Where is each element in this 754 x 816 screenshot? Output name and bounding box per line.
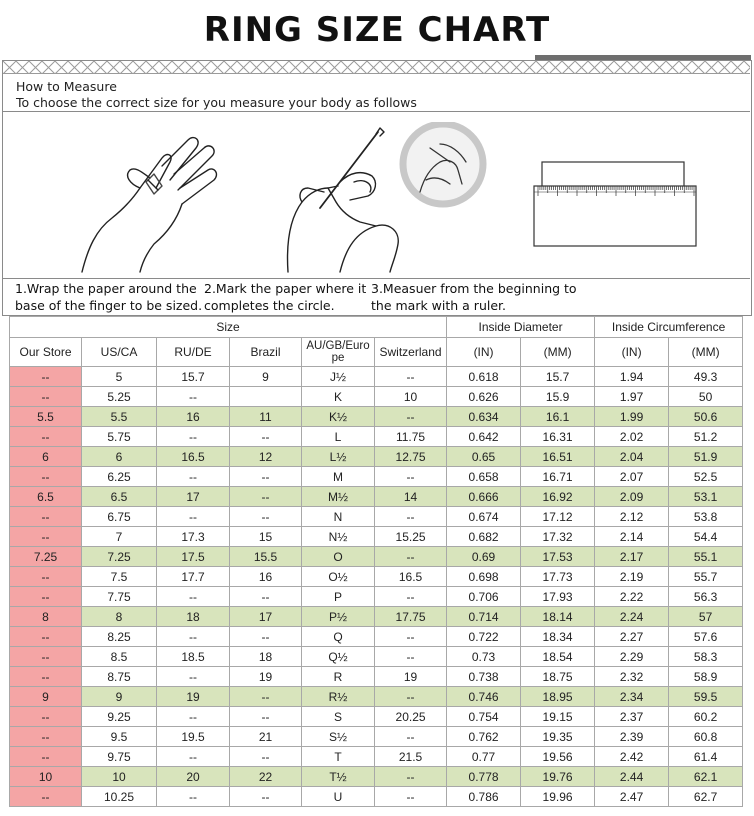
cell-us-ca: 7.25: [82, 547, 157, 567]
cell-diameter-mm: 17.12: [521, 507, 595, 527]
cell-switzerland: --: [375, 627, 447, 647]
cell-au-gb-europe: Q½: [302, 647, 375, 667]
cell-us-ca: 8.75: [82, 667, 157, 687]
column-header-ru-de: RU/DE: [157, 338, 230, 367]
column-header-au-gb-europe: [302, 338, 375, 367]
table-row: [10, 667, 743, 687]
cell-circumference-mm: 53.8: [669, 507, 743, 527]
column-header-brazil: Brazil: [230, 338, 302, 367]
table-row: [10, 627, 743, 647]
cell-diameter-mm: 16.51: [521, 447, 595, 467]
cell-diameter-mm: 19.15: [521, 707, 595, 727]
cell-circumference-in: 2.37: [595, 707, 669, 727]
cell-diameter-mm: 17.93: [521, 587, 595, 607]
cell-us-ca: 7.75: [82, 587, 157, 607]
cell-circumference-in: 2.22: [595, 587, 669, 607]
cell-ru-de: 16: [157, 407, 230, 427]
cell-our-store: --: [10, 527, 82, 547]
table-row: [10, 367, 743, 387]
cell-circumference-in: 2.17: [595, 547, 669, 567]
cell-diameter-in: 0.642: [447, 427, 521, 447]
cell-circumference-in: 2.27: [595, 627, 669, 647]
cell-switzerland: --: [375, 507, 447, 527]
cell-diameter-mm: 16.71: [521, 467, 595, 487]
cell-our-store: --: [10, 667, 82, 687]
cell-au-gb-europe: P½: [302, 607, 375, 627]
cell-switzerland: --: [375, 467, 447, 487]
cell-brazil: 17: [230, 607, 302, 627]
ring-size-table: [9, 316, 743, 807]
inside-diameter-group-header: Inside Diameter: [447, 317, 595, 338]
cell-our-store: --: [10, 427, 82, 447]
step-3-text: [371, 280, 577, 314]
cell-diameter-in: 0.778: [447, 767, 521, 787]
cell-us-ca: 6.75: [82, 507, 157, 527]
cell-circumference-mm: 61.4: [669, 747, 743, 767]
step-3-line-2: the mark with a ruler.: [371, 298, 506, 313]
cell-our-store: --: [10, 367, 82, 387]
cell-switzerland: --: [375, 367, 447, 387]
cell-au-gb-europe: J½: [302, 367, 375, 387]
cell-brazil: 15.5: [230, 547, 302, 567]
cell-our-store: --: [10, 587, 82, 607]
cell-switzerland: 15.25: [375, 527, 447, 547]
table-row: [10, 387, 743, 407]
cell-our-store: 7.25: [10, 547, 82, 567]
cell-brazil: --: [230, 487, 302, 507]
cell-us-ca: 10.25: [82, 787, 157, 807]
cell-diameter-mm: 16.31: [521, 427, 595, 447]
cell-us-ca: 10: [82, 767, 157, 787]
au-header-line-2: pe: [331, 352, 345, 364]
cell-switzerland: --: [375, 587, 447, 607]
divider: [2, 111, 750, 112]
cell-circumference-in: 2.34: [595, 687, 669, 707]
cell-brazil: --: [230, 747, 302, 767]
cell-ru-de: 17.3: [157, 527, 230, 547]
cell-diameter-mm: 17.32: [521, 527, 595, 547]
cell-circumference-mm: 50: [669, 387, 743, 407]
step-2-text: [204, 280, 366, 314]
cell-diameter-mm: 18.34: [521, 627, 595, 647]
cell-our-store: --: [10, 627, 82, 647]
au-header-line-1: AU/GB/Euro: [306, 340, 370, 352]
cell-switzerland: 16.5: [375, 567, 447, 587]
table-body: [10, 367, 743, 807]
cell-brazil: --: [230, 687, 302, 707]
cell-us-ca: 5.75: [82, 427, 157, 447]
cell-circumference-mm: 49.3: [669, 367, 743, 387]
cell-brazil: 11: [230, 407, 302, 427]
cell-circumference-mm: 54.4: [669, 527, 743, 547]
table-row: [10, 607, 743, 627]
cell-diameter-in: 0.754: [447, 707, 521, 727]
cell-diameter-in: 0.674: [447, 507, 521, 527]
table-group-header-row: [10, 317, 743, 338]
cell-diameter-in: 0.77: [447, 747, 521, 767]
cell-circumference-in: 2.24: [595, 607, 669, 627]
cell-diameter-mm: 15.7: [521, 367, 595, 387]
cell-switzerland: 11.75: [375, 427, 447, 447]
cell-ru-de: 17: [157, 487, 230, 507]
cell-circumference-mm: 57: [669, 607, 743, 627]
cell-switzerland: 10: [375, 387, 447, 407]
column-header-us-ca: US/CA: [82, 338, 157, 367]
table-row: [10, 687, 743, 707]
cell-circumference-mm: 57.6: [669, 627, 743, 647]
cell-circumference-in: 2.07: [595, 467, 669, 487]
cell-circumference-mm: 58.3: [669, 647, 743, 667]
cell-ru-de: --: [157, 387, 230, 407]
cell-switzerland: 20.25: [375, 707, 447, 727]
cell-ru-de: --: [157, 467, 230, 487]
cell-au-gb-europe: Q: [302, 627, 375, 647]
cell-diameter-in: 0.65: [447, 447, 521, 467]
cell-au-gb-europe: K: [302, 387, 375, 407]
cell-our-store: --: [10, 787, 82, 807]
cell-au-gb-europe: R: [302, 667, 375, 687]
cell-diameter-mm: 17.53: [521, 547, 595, 567]
cell-circumference-mm: 62.7: [669, 787, 743, 807]
cell-circumference-in: 2.39: [595, 727, 669, 747]
cell-ru-de: --: [157, 747, 230, 767]
cell-diameter-mm: 18.75: [521, 667, 595, 687]
cell-diameter-in: 0.626: [447, 387, 521, 407]
cell-switzerland: --: [375, 787, 447, 807]
cell-our-store: --: [10, 467, 82, 487]
cell-circumference-mm: 55.1: [669, 547, 743, 567]
cell-circumference-in: 2.14: [595, 527, 669, 547]
cell-ru-de: --: [157, 507, 230, 527]
cell-us-ca: 5.25: [82, 387, 157, 407]
cell-circumference-in: 1.99: [595, 407, 669, 427]
cell-diameter-in: 0.73: [447, 647, 521, 667]
cell-brazil: 18: [230, 647, 302, 667]
cell-brazil: --: [230, 587, 302, 607]
cell-our-store: 6: [10, 447, 82, 467]
cell-au-gb-europe: R½: [302, 687, 375, 707]
cell-circumference-mm: 60.8: [669, 727, 743, 747]
cell-brazil: [230, 387, 302, 407]
cell-diameter-in: 0.746: [447, 687, 521, 707]
table-row: [10, 487, 743, 507]
cell-diameter-mm: 18.54: [521, 647, 595, 667]
cell-diameter-in: 0.682: [447, 527, 521, 547]
table-row: [10, 647, 743, 667]
cell-circumference-in: 2.29: [595, 647, 669, 667]
cell-us-ca: 9: [82, 687, 157, 707]
table-column-header-row: [10, 338, 743, 367]
cell-au-gb-europe: N½: [302, 527, 375, 547]
cell-brazil: --: [230, 787, 302, 807]
cell-brazil: --: [230, 707, 302, 727]
cell-diameter-in: 0.618: [447, 367, 521, 387]
cell-circumference-in: 1.94: [595, 367, 669, 387]
cell-ru-de: 19: [157, 687, 230, 707]
cell-diameter-mm: 19.76: [521, 767, 595, 787]
cell-au-gb-europe: M½: [302, 487, 375, 507]
cell-switzerland: --: [375, 727, 447, 747]
cell-us-ca: 6.25: [82, 467, 157, 487]
cell-switzerland: --: [375, 687, 447, 707]
cell-diameter-in: 0.722: [447, 627, 521, 647]
cell-switzerland: --: [375, 767, 447, 787]
cell-our-store: 10: [10, 767, 82, 787]
step-2-line-2: completes the circle.: [204, 298, 335, 313]
cell-us-ca: 9.25: [82, 707, 157, 727]
cell-circumference-mm: 52.5: [669, 467, 743, 487]
cell-us-ca: 8: [82, 607, 157, 627]
cell-brazil: 9: [230, 367, 302, 387]
marking-illustration: [280, 122, 495, 277]
how-to-subtitle: To choose the correct size for you measure your body as follows: [16, 95, 417, 110]
table-row: [10, 747, 743, 767]
cell-brazil: 12: [230, 447, 302, 467]
cell-us-ca: 9.5: [82, 727, 157, 747]
cell-circumference-in: 2.42: [595, 747, 669, 767]
cell-diameter-in: 0.666: [447, 487, 521, 507]
table-row: [10, 727, 743, 747]
cell-ru-de: --: [157, 707, 230, 727]
table-row: [10, 767, 743, 787]
cell-circumference-mm: 56.3: [669, 587, 743, 607]
cell-au-gb-europe: T½: [302, 767, 375, 787]
cell-ru-de: --: [157, 427, 230, 447]
hand-illustration: [70, 130, 230, 275]
table-row: [10, 527, 743, 547]
cell-us-ca: 7.5: [82, 567, 157, 587]
cell-ru-de: 17.5: [157, 547, 230, 567]
cell-us-ca: 8.5: [82, 647, 157, 667]
column-header-diameter-mm: (MM): [521, 338, 595, 367]
cell-switzerland: --: [375, 647, 447, 667]
cell-diameter-in: 0.634: [447, 407, 521, 427]
cell-au-gb-europe: S: [302, 707, 375, 727]
cell-our-store: --: [10, 707, 82, 727]
cell-ru-de: --: [157, 787, 230, 807]
cell-brazil: 21: [230, 727, 302, 747]
cell-circumference-mm: 55.7: [669, 567, 743, 587]
cell-circumference-mm: 53.1: [669, 487, 743, 507]
table-row: [10, 407, 743, 427]
cell-us-ca: 9.75: [82, 747, 157, 767]
cell-our-store: --: [10, 387, 82, 407]
inside-circumference-group-header: Inside Circumference: [595, 317, 743, 338]
column-header-switzerland: Switzerland: [375, 338, 447, 367]
cell-circumference-mm: 59.5: [669, 687, 743, 707]
cell-au-gb-europe: O: [302, 547, 375, 567]
cell-ru-de: --: [157, 667, 230, 687]
step-3-line-1: 3.Measuer from the beginning to: [371, 281, 577, 296]
table-row: [10, 427, 743, 447]
cell-brazil: 16: [230, 567, 302, 587]
step-1-text: [15, 280, 202, 314]
table-row: [10, 467, 743, 487]
step-2-line-1: 2.Mark the paper where it: [204, 281, 367, 296]
cell-ru-de: 16.5: [157, 447, 230, 467]
cell-circumference-mm: 51.2: [669, 427, 743, 447]
divider: [2, 278, 750, 279]
cell-diameter-in: 0.762: [447, 727, 521, 747]
cell-au-gb-europe: K½: [302, 407, 375, 427]
decorative-lattice-border: [3, 61, 750, 74]
table-row: [10, 567, 743, 587]
cell-us-ca: 8.25: [82, 627, 157, 647]
cell-circumference-mm: 62.1: [669, 767, 743, 787]
cell-our-store: --: [10, 507, 82, 527]
cell-circumference-in: 2.04: [595, 447, 669, 467]
cell-our-store: 6.5: [10, 487, 82, 507]
column-header-our-store: Our Store: [10, 338, 82, 367]
cell-switzerland: 12.75: [375, 447, 447, 467]
cell-circumference-in: 1.97: [595, 387, 669, 407]
cell-circumference-mm: 51.9: [669, 447, 743, 467]
cell-circumference-mm: 58.9: [669, 667, 743, 687]
how-to-heading: How to Measure: [16, 79, 117, 94]
cell-au-gb-europe: M: [302, 467, 375, 487]
cell-diameter-in: 0.698: [447, 567, 521, 587]
step-1-line-1: 1.Wrap the paper around the: [15, 281, 197, 296]
cell-us-ca: 5: [82, 367, 157, 387]
cell-circumference-in: 2.32: [595, 667, 669, 687]
cell-circumference-mm: 60.2: [669, 707, 743, 727]
cell-diameter-in: 0.658: [447, 467, 521, 487]
cell-brazil: 15: [230, 527, 302, 547]
cell-diameter-mm: 17.73: [521, 567, 595, 587]
cell-our-store: 8: [10, 607, 82, 627]
cell-circumference-in: 2.12: [595, 507, 669, 527]
cell-brazil: 22: [230, 767, 302, 787]
page-title: RING SIZE CHART: [203, 10, 551, 50]
size-group-header: Size: [10, 317, 447, 338]
cell-brazil: --: [230, 467, 302, 487]
cell-circumference-mm: 50.6: [669, 407, 743, 427]
cell-ru-de: 17.7: [157, 567, 230, 587]
cell-ru-de: 19.5: [157, 727, 230, 747]
cell-diameter-mm: 15.9: [521, 387, 595, 407]
cell-au-gb-europe: P: [302, 587, 375, 607]
cell-diameter-mm: 19.96: [521, 787, 595, 807]
cell-switzerland: --: [375, 407, 447, 427]
cell-circumference-in: 2.44: [595, 767, 669, 787]
cell-diameter-mm: 19.35: [521, 727, 595, 747]
cell-us-ca: 5.5: [82, 407, 157, 427]
cell-switzerland: 19: [375, 667, 447, 687]
cell-our-store: --: [10, 747, 82, 767]
cell-switzerland: 14: [375, 487, 447, 507]
cell-diameter-mm: 16.92: [521, 487, 595, 507]
table-row: [10, 547, 743, 567]
cell-our-store: --: [10, 647, 82, 667]
cell-our-store: --: [10, 567, 82, 587]
cell-brazil: --: [230, 427, 302, 447]
cell-ru-de: 20: [157, 767, 230, 787]
cell-diameter-in: 0.714: [447, 607, 521, 627]
cell-brazil: --: [230, 627, 302, 647]
cell-us-ca: 6: [82, 447, 157, 467]
cell-ru-de: 15.7: [157, 367, 230, 387]
cell-diameter-mm: 19.56: [521, 747, 595, 767]
cell-circumference-in: 2.09: [595, 487, 669, 507]
cell-diameter-in: 0.706: [447, 587, 521, 607]
cell-ru-de: 18.5: [157, 647, 230, 667]
cell-brazil: 19: [230, 667, 302, 687]
table-row: [10, 507, 743, 527]
cell-our-store: --: [10, 727, 82, 747]
cell-diameter-mm: 18.14: [521, 607, 595, 627]
cell-diameter-in: 0.738: [447, 667, 521, 687]
column-header-diameter-in: (IN): [447, 338, 521, 367]
cell-diameter-in: 0.786: [447, 787, 521, 807]
column-header-circumference-mm: (MM): [669, 338, 743, 367]
table-row: [10, 787, 743, 807]
step-1-line-2: base of the finger to be sized.: [15, 298, 203, 313]
cell-us-ca: 7: [82, 527, 157, 547]
cell-au-gb-europe: L: [302, 427, 375, 447]
cell-ru-de: 18: [157, 607, 230, 627]
cell-switzerland: 17.75: [375, 607, 447, 627]
cell-diameter-mm: 16.1: [521, 407, 595, 427]
table-row: [10, 587, 743, 607]
cell-switzerland: 21.5: [375, 747, 447, 767]
cell-circumference-in: 2.47: [595, 787, 669, 807]
cell-ru-de: --: [157, 587, 230, 607]
cell-circumference-in: 2.19: [595, 567, 669, 587]
cell-au-gb-europe: T: [302, 747, 375, 767]
cell-brazil: --: [230, 507, 302, 527]
cell-au-gb-europe: S½: [302, 727, 375, 747]
cell-au-gb-europe: U: [302, 787, 375, 807]
cell-our-store: 5.5: [10, 407, 82, 427]
cell-diameter-in: 0.69: [447, 547, 521, 567]
table-row: [10, 707, 743, 727]
cell-diameter-mm: 18.95: [521, 687, 595, 707]
table-row: [10, 447, 743, 467]
cell-au-gb-europe: N: [302, 507, 375, 527]
cell-ru-de: --: [157, 627, 230, 647]
column-header-circumference-in: (IN): [595, 338, 669, 367]
cell-our-store: 9: [10, 687, 82, 707]
cell-au-gb-europe: O½: [302, 567, 375, 587]
cell-circumference-in: 2.02: [595, 427, 669, 447]
how-to-measure: [16, 79, 417, 111]
cell-us-ca: 6.5: [82, 487, 157, 507]
cell-au-gb-europe: L½: [302, 447, 375, 467]
ruler-illustration: [530, 160, 700, 250]
cell-switzerland: --: [375, 547, 447, 567]
